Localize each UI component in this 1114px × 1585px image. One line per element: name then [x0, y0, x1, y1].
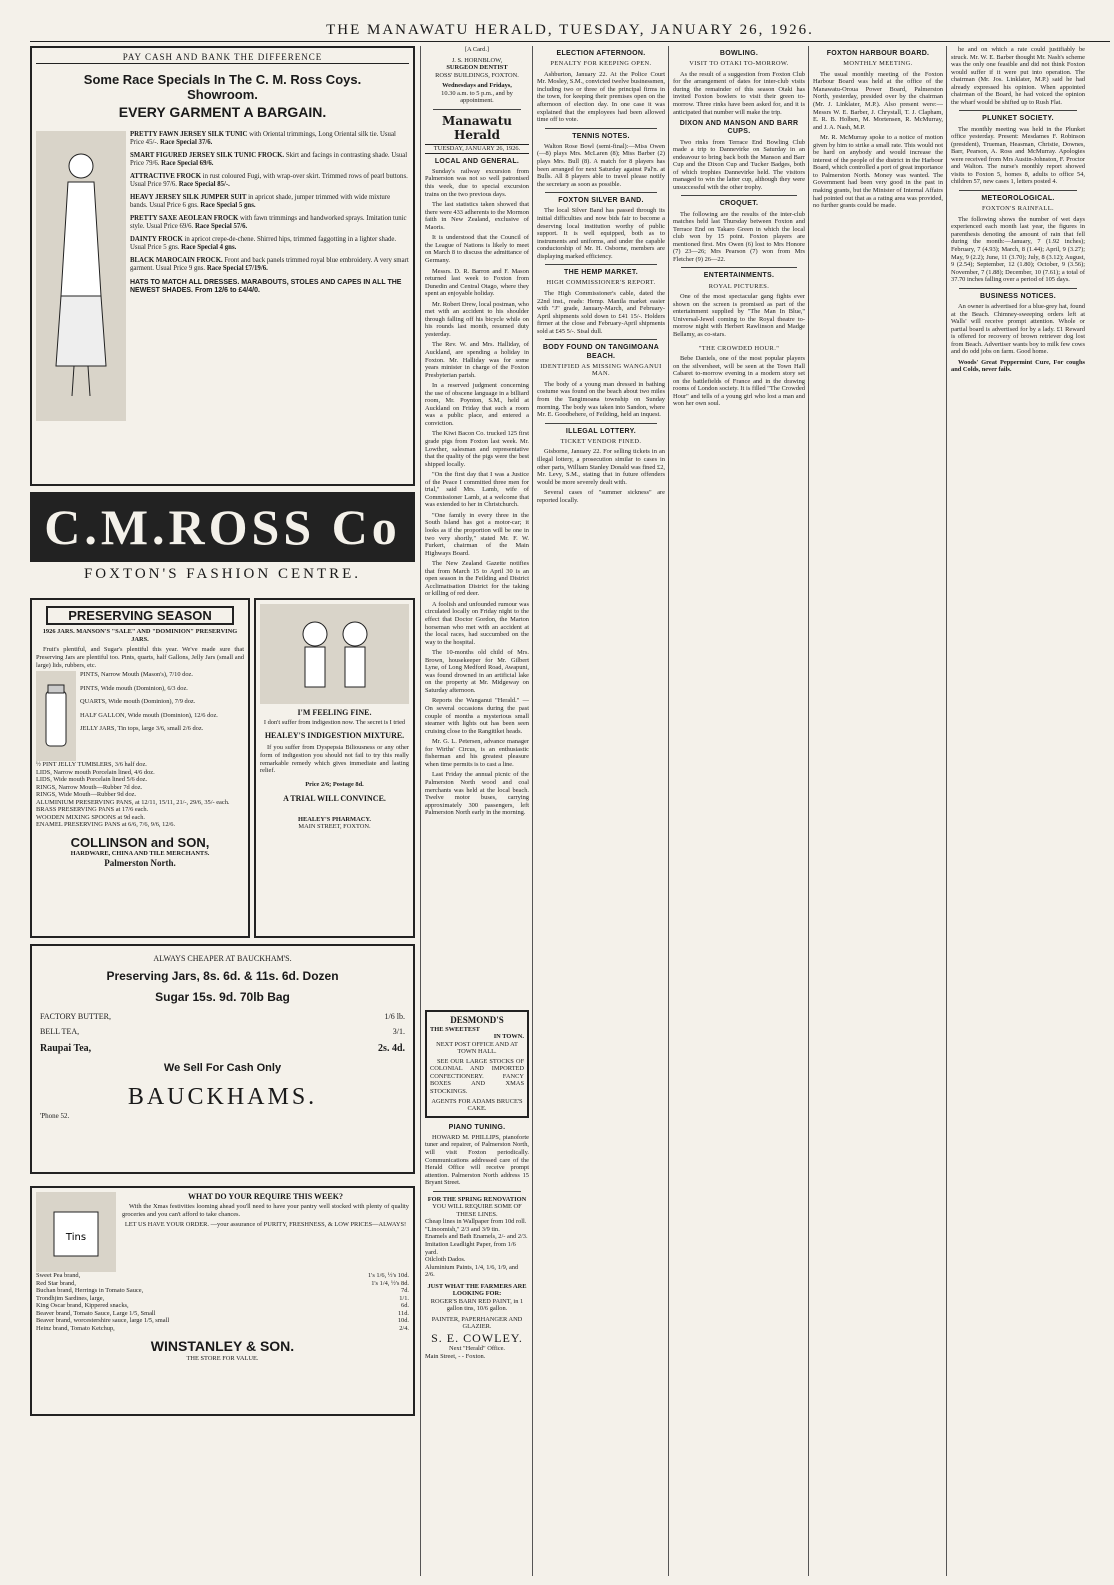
harbour-heading: FOXTON HARBOUR BOARD. [826, 50, 930, 57]
ross-item: PRETTY FAWN JERSEY SILK TUNIC with Oriental trimmings, Long Oriental silk tie. Usual Price 45/-. Race Special 37/6. [130, 130, 396, 146]
divider [545, 339, 657, 340]
hemp-body: The High Commissioner's cable, dated the 22nd inst., reads: Hemp. Manila market easier with "J" grade, January-March, and February-April shipments sold down to £41 15/-. Holders firmer at the close and February-April shipments sold at £45 5/-. Sisal dull. [537, 290, 665, 335]
collinson-line: LIDS, Narrow mouth Porcelain lined, 4/6 doz. [36, 768, 155, 776]
desmond-agents: AGENTS FOR ADAMS BRUCE'S CAKE. [431, 1097, 523, 1113]
band-body: The local Silver Band has passed through its initial difficulties and now bids fair to become a deserving local institution worthy of public support. It is well equipped, both as to instruments and uniforms, and under the capable conductorship of Mr. H. Osborne, members are displaying marked efficiency. [537, 207, 665, 260]
collinson-line: JELLY JARS, Tin tops, large 3/6, small 2/6 doz. [80, 725, 204, 733]
bauckham-name: BAUCKHAMS. [127, 1084, 318, 1111]
cowley-line: Imitation Leadlight Paper, from 1/6 yard. [425, 1240, 516, 1256]
local-paragraph: "One family in every three in the South Island has got a motor-car; it looks as if the proportion will be one in two very shortly," stated Mr. F. W. Furkert, chairman of the Main Highways Board. [425, 511, 529, 557]
ross-tag: EVERY GARMENT A BARGAIN. [118, 104, 327, 121]
collinson-line: BRASS PRESERVING PANS at 17/6 each. [36, 806, 149, 814]
entertainments-heading: ENTERTAINMENTS. [703, 272, 775, 280]
lottery-subheading: TICKET VENDOR FINED. [560, 437, 642, 445]
advertising-column [30, 46, 415, 1576]
divider [959, 288, 1077, 289]
winstanley-body: With the Xmas festivities looming ahead you'll need to have your pantry well stocked with plenty of quality groceries and you can't afford to take chances. [122, 1203, 409, 1218]
desmond-sweetest: THE SWEETEST [430, 1025, 480, 1033]
collinson-line: PINTS, Narrow Mouth (Mason's), 7/10 doz. [80, 671, 193, 679]
ross-item: PRETTY SAXE AEOLEAN FROCK with fawn trimmings and handworked sprays. Imitation tunic style. Usual Price 69/6. Race Special 57/6. [130, 214, 407, 230]
ross-item: SMART FIGURED JERSEY SILK TUNIC FROCK. Skirt and facings in contrasting shade. Usual Price 79/6. Race Special 69/6. [130, 151, 408, 167]
winstanley-item: King Oscar brand, Kippered snacks, 6d. [36, 1302, 409, 1310]
paper-name: Manawatu Herald [442, 113, 512, 142]
ross-item: DAINTY FROCK in apricot crepe-de-chene. Shirred hips, trimmed faggotting in a lighter shade. Usual Price 5 gns. Race Special 4 gns. [130, 235, 397, 251]
collinson-line: HALF GALLON, Wide mouth (Dominion), 12/6 doz. [80, 711, 218, 719]
desmond-in-town: IN TOWN. [493, 1033, 524, 1041]
sports-column [673, 46, 805, 1576]
healey-name: HEALEY'S INDIGESTION MIXTURE. [264, 730, 405, 740]
card-name: J. S. HORNBLOW, [451, 56, 503, 64]
healey-intro: I don't suffer from indigestion now. The secret is I tried [263, 719, 406, 727]
meteorological-heading: METEOROLOGICAL. [981, 195, 1055, 202]
tennis-heading: TENNIS NOTES. [572, 132, 630, 140]
collinson-sub: 1926 JARS. MANSON'S "SALE" AND "DOMINION" PRESERVING JARS. [42, 628, 238, 643]
bauckham-jars: Preserving Jars, 8s. 6d. & 11s. 6d. Dozen [106, 969, 339, 984]
jar-illustration [36, 671, 76, 761]
meteorological-body: The following shows the number of wet days experienced each month last year, the figures in parenthesis denoting the amount of rain that fell during the month:—January, 7 (1.92 inches); February, 7 (4.93); March, 8 (1.44); April, 9 (3.27); May, 9 (2.2); June, 11 (3.70); July, 8 (3.12); August, 9 (2.54); September, 12 (1.80); October, 9 (3.56); November, 7 (1.88); December, 10 (7.61); a total of 37.70 inches falling over a period of 105 days. [951, 215, 1085, 284]
election-subheading: PENALTY FOR KEEPING OPEN. [550, 60, 652, 68]
cowley-require: YOU WILL REQUIRE SOME OF THESE LINES. [432, 1203, 522, 1218]
cowley-name: S. E. COWLEY. [431, 1331, 523, 1345]
entertainments-subheading: ROYAL PICTURES. [708, 282, 770, 290]
beach-body: The body of a young man dressed in bathing costume was found on the beach about two miles from the Tangimoana township on Sunday morning. The body was taken into Sandon, where Mr. E. Goodbehere, of Feilding, held an inquest. [537, 380, 665, 419]
local-paragraph: The 10-months old child of Mrs. Brown, housekeeper for Mr. Gilbert Lyne, of Long Medford Road, Awapuni, was found drowned in an artificial lake on the property at Mr. Midgeway on Saturday afternoon. [425, 649, 529, 694]
healey-feel: I'M FEELING FINE. [297, 708, 372, 717]
winstanley-name: WINSTANLEY & SON. [150, 1338, 295, 1355]
desmond-next: NEXT POST OFFICE AND AT TOWN HALL. [436, 1040, 518, 1056]
business-notices-heading: BUSINESS NOTICES. [980, 292, 1056, 300]
cowley-line: Aluminium Paints, 1/4, 1/6, 1/9, and 2/6. [425, 1263, 519, 1279]
healey-price: Price 2/6; Postage 8d. [305, 780, 364, 788]
business-notices-body: An owner is advertised for a blue-grey hat, found at the Beach. Chimney-sweeping orders left at Walls' will receive prompt attention. Whole or partial board is advertised for by a lady. £1 Reward is offered for recovery of brown retriever dog lost from Beach. Advertiser wants boy to milk few cows and do odd jobs on farm. Good home. [951, 302, 1085, 356]
ross-item: ATTRACTIVE FROCK in rust coloured Fugi, with wrap-over skirt. Trimmed rows of pearl buttons. Usual Price 97/6. Race Special 85/-. [130, 172, 408, 188]
paper-date: TUESDAY, JANUARY 26, 1926. [425, 144, 529, 154]
ross-item: HEAVY JERSEY SILK JUMPER SUIT in apricot shade, jumper trimmed with wide mixture bands. Usual Price 6 gns. Race Special 5 gns. [130, 193, 391, 209]
cowley-farmers: JUST WHAT THE FARMERS ARE LOOKING FOR: [427, 1282, 527, 1298]
local-paragraph: Messrs. D. R. Barron and F. Mason returned last week to Foxton from Dunedin and Central Otago, where they spent an enjoyable holiday. [425, 267, 529, 298]
plunket-body: The monthly meeting was held in the Plunket office yesterday. Present: Mesdames F. Robinson (president), Trueman, Heasman, Christie, Downes, Barr, Pearson, A. Ross and McMurray. Apologies were received from Mrs Austin-Johnston, F. Proctor and Walton. The nurse's monthly report showed visits to Foxton 5, homes 8, adults to office 54, children 57, new cases 1, letters posted 4. [951, 125, 1085, 186]
collinson-line: RINGS, Narrow Mouth—Rubber 7d doz. [36, 783, 143, 791]
card-hours: 10.30 a.m. to 5 p.m., and by appointment. [441, 89, 513, 105]
winstanley-item: Sweet Pea brand, 1's 1/6, ½'s 10d. [36, 1272, 409, 1279]
ross-banner: PAY CASH AND BANK THE DIFFERENCE [36, 52, 409, 64]
divider [545, 128, 657, 129]
tennis-body: Walton Rose Bowl (semi-final):—Miss Owen (—8) plays Mrs. McLaren (8); Miss Barber (2) plays Mrs. Bull (8). A match for 8 players has been arranged for next Saturday against Pal'n. at Bulls. All 8 players able to travel please notify the secretary as soon as possible. [537, 142, 665, 188]
plunket-heading: PLUNKET SOCIETY. [982, 115, 1054, 123]
product-illustration [36, 1192, 116, 1272]
bauckham-top: ALWAYS CHEAPER AT BAUCKHAM'S. [153, 954, 292, 963]
winstanley-tag: THE STORE FOR VALUE. [186, 1354, 259, 1362]
croquet-heading: CROQUET. [719, 200, 759, 208]
local-paragraph: The Rev. W. and Mrs. Halliday, of Auckland, are spending a holiday in Foxton. Mr. Halliday was for some years minister in charge of the Foxton Presbyterian parish. [425, 341, 529, 379]
column-rule [808, 46, 809, 1576]
card-title: SURGEON DENTIST [446, 64, 508, 72]
desmond-body: SEE OUR LARGE STOCKS OF COLONIAL AND IMPORTED CONFECTIONERY. FANCY BOXES AND XMAS STOCKINGS. [430, 1057, 524, 1095]
cowley-heading: FOR THE SPRING RENOVATION [427, 1195, 527, 1203]
local-paragraph: It is understood that the Council of the League of Nations is likely to meet on March 8 to discuss the admittance of Germany. [425, 234, 529, 264]
ross-heading: Some Race Specials In The C. M. Ross Coys. Showroom. [83, 71, 362, 102]
collinson-title: PRESERVING SEASON [46, 606, 234, 625]
divider [959, 110, 1077, 111]
hemp-heading: THE HEMP MARKET. [564, 269, 638, 277]
local-paragraph: The Kiwi Bacon Co. trucked 125 first grade pigs from Foxton last week. Mr. Lowther, salesman and representative that the quality of the pigs were the best shipped locally. [425, 430, 529, 468]
cowley-line: "Linoomish," 2/3 and 3/9 tin. [425, 1225, 500, 1233]
divider [545, 423, 657, 424]
collinson-line: ALUMINIUM PRESERVING PANS, at 12/11, 15/11, 21/-, 29/6, 35/- each. [36, 798, 230, 806]
beach-heading: BODY FOUND ON TANGIMOANA BEACH. [542, 344, 660, 360]
notices-column [951, 46, 1085, 1576]
news-column [537, 46, 665, 1576]
ross-centre: FOXTON'S FASHION CENTRE. [83, 566, 362, 582]
business-notices-close: Woods' Great Peppermint Cure, For coughs and Colds, never fails. [951, 358, 1085, 374]
local-paragraph: Last Friday the annual picnic of the Palmerston North wood and coal merchants was held at the local beach. Twelve motor buses, carrying approximately 300 passengers, left Palmerston North early in the morning. [425, 771, 529, 817]
collinson-line: PINTS, Wide mouth (Dominion), 6/3 doz. [80, 684, 188, 692]
local-general-heading: LOCAL AND GENERAL. [434, 157, 520, 165]
desmond-advert [425, 1010, 529, 1118]
winstanley-item: Beaver brand, worcestershire sauce, large 1/5, small 10d. [36, 1317, 409, 1325]
winstanley-item: Trondhjim Sardines, large, 1/1. [36, 1294, 409, 1302]
svg-text:Tins: Tins [65, 1232, 87, 1243]
bauckham-phone: 'Phone 52. [40, 1111, 70, 1120]
healey-address: MAIN STREET, FOXTON. [298, 823, 371, 831]
collinson-trade: HARDWARE, CHINA AND TILE MERCHANTS. [70, 850, 210, 858]
hemp-subheading: HIGH COMMISSIONER'S REPORT. [546, 279, 656, 287]
healey-trial: A TRIAL WILL CONVINCE. [283, 794, 386, 804]
winstanley-advert [30, 1186, 415, 1416]
collinson-line: ENAMEL PRESERVING PANS at 6/6, 7/6, 9/6, 12/6. [36, 821, 176, 829]
bauckham-cash: We Sell For Cash Only [163, 1062, 282, 1075]
divider [433, 1191, 521, 1192]
bauckham-item: Raupai Tea, 2s. 4d. [40, 1042, 405, 1054]
winstanley-order: LET US HAVE YOUR ORDER. —your assurance of PURITY, FRESHNESS, & LOW PRICES—ALWAYS! [124, 1220, 407, 1228]
desmond-heading: DESMOND'S [450, 1015, 504, 1025]
card-label: [A Card.] [464, 46, 490, 53]
masthead: THE MANAWATU HERALD, TUESDAY, JANUARY 26, 1926. [30, 22, 1110, 42]
band-heading: FOXTON SILVER BAND. [558, 197, 644, 205]
bauckham-item: FACTORY BUTTER, 1/6 lb. [40, 1011, 405, 1021]
meteorological-subheading: FOXTON'S RAINFALL. [981, 205, 1055, 213]
local-paragraph: Mr. Robert Drew, local postman, who met with an accident to his shoulder through falling off his bicycle while on his rounds last month, resumed duty yesterday. [425, 300, 529, 338]
cowley-paint: ROGER'S BARN RED PAINT, in 1 gallon tins, 10/6 gallon. [430, 1297, 524, 1313]
winstanley-question: WHAT DO YOUR REQUIRE THIS WEEK? [188, 1192, 343, 1201]
cowley-next: Next "Herald" Office. [448, 1345, 506, 1353]
bauckham-advert [30, 944, 415, 1174]
lottery-heading: ILLEGAL LOTTERY. [565, 427, 637, 435]
winstanley-item: Buchan brand, Herrings in Tomato Sauce, 7d. [36, 1287, 409, 1295]
divider [959, 190, 1077, 191]
local-paragraph: "On the first day that I was a Justice of the Peace I committed three men for trial," said Mrs. Lamb, wife of Commissioner Lamb, at a welcome that was extended to her in Christchurch. [425, 471, 529, 509]
column-rule [946, 46, 947, 1576]
local-paragraph: The New Zealand Gazette notifies that from March 15 to April 30 is an open season in the Feilding and District Acclimatisation District for the taking or killing of red deer. [425, 560, 529, 598]
ross-item: BLACK MAROCAIN FROCK. Front and back panels trimmed royal blue embroidery. A very smart garment. Usual Price 9 gns. Race Special £7/19/6. [130, 256, 409, 272]
entertainments-body: One of the most spectacular gang fights ever shown on the screen is promised as part of the entertainment supplied by "The Man In Blue," Universal-Jewel coming to the Royal theatre to-morrow night with Herbert Rawlinson and Madge Bellamy, as co-stars. [673, 293, 805, 339]
column-rule [532, 46, 533, 1576]
harbour-more: Mr. R. McMurray spoke to a notice of motion given by him to strike a small rate. This would not be hard on anybody and would increase the interest of the people of the district in the Harbour Board, which controlled a port of great importance to Palmerston North. Money was wanted. The Government had been very good in the past in making grants, but the Minister of Internal Affairs had pointed out that as a rating area was provided, no further grants could be made. [813, 134, 943, 210]
divider [681, 267, 797, 268]
lottery-close: Several cases of "summer sickness" are reported locally. [537, 489, 665, 504]
winstanley-item: Red Star brand, 1's 1/4, ½'s 8d. [36, 1279, 409, 1287]
column-rule [668, 46, 669, 1576]
crowded-hour-body: Bebe Daniels, one of the most popular players on the silversheet, will be seen at the Town Hall Cabaret to-morrow evening in a modern story set on the battlefields of France and in the drawing rooms of London society. It is filled "The Crowded Hour" and tells of a young girl who lost a man and won her own soul. [673, 355, 805, 408]
bauckham-sugar: Sugar 15s. 9d. 70lb Bag [155, 989, 290, 1004]
election-heading: ELECTION AFTERNOON. [556, 50, 646, 57]
collinson-line: QUARTS, Wide mouth (Dominion), 7/9 doz. [80, 698, 196, 706]
local-paragraph: Reports the Wanganui "Herald." —On several occasions during the past couple of months a mysterious small steamer with lights out has been seen cruising close to the Rangitikei heads. [425, 697, 529, 735]
harbour-body: The usual monthly meeting of the Foxton Harbour Board was held at the office of the Manawatu-Oroua Power Board, Palmerston North, yesterday, presided over by the chairman (Mr. J. Linklater, M.P.). Also present were:—Messrs W. E. Barber, J. Chrystall, T. J. Clapham, E. R. B. Holben, M. Mortensen, R. McMurray, and J. A. Nash, M.P. [813, 70, 943, 131]
ross-hats: HATS TO MATCH ALL DRESSES. MARABOUTS, STOLES AND CAPES IN ALL THE NEWEST SHADES. From 12/6 to £4/4/0. [130, 279, 402, 295]
healey-advert [254, 598, 415, 938]
cowley-line: Oilcloth Dados. [425, 1256, 466, 1264]
local-paragraph: The last statistics taken showed that there were 433 adherents to the Mormon faith in New Zealand, exclusive of Maoris. [425, 201, 529, 231]
cowley-address: Main Street, - - Foxton. [425, 1352, 486, 1360]
divider [433, 109, 521, 110]
lottery-body: Gisborne, January 22. For selling tickets in an illegal lottery, a prosecution similar to cases in other parts, William Stanley Donald was fined £2, Mr. Levy, S.M., stating that in future offenders would be more severely dealt with. [537, 448, 665, 486]
collinson-advert [30, 598, 250, 938]
column-two-ads [425, 1010, 529, 1570]
election-body: Ashburton, January 22. At the Police Court Mr. Mosley, S.M., convicted twelve businessmen, including two or three of the principal firms in the town, for keeping their premises open on the afternoon of election day. In one case it was explained that the employees had been allowed time off to vote. [537, 70, 665, 124]
collinson-line: ½ PINT JELLY TUMBLERS, 3/6 half doz. [36, 761, 147, 769]
column-rule [420, 46, 421, 1576]
divider [681, 195, 797, 196]
collinson-intro: Fruit's plentiful, and Sugar's plentiful this year. We've made sure that Preserving Jars are plentiful too. Pints, quarts, half Gallons, Jelly Jars (small and large) lids, rubbers, etc. [36, 646, 244, 669]
ross-logo: C.M.ROSS Co [30, 492, 415, 562]
bowling-body: As the result of a suggestion from Foxton Club for the arrangement of dates for inter-club visits during the remainder of this season Otaki has invited Foxton bowlers to visit their green to-morrow. Three rinks have been asked for, and it is anticipated that number will make the trip. [673, 70, 805, 116]
crowded-hour-heading: "THE CROWDED HOUR." [698, 344, 780, 352]
ross-advert [30, 46, 415, 486]
cowley-trade: PAINTER, PAPERHANGER AND GLAZIER. [431, 1315, 523, 1331]
cowley-line: Enamels and Bath Enamels, 2/- and 2/3. [425, 1233, 528, 1241]
local-paragraph: A foolish and unfounded rumour was circulated locally on Friday night to the effect that Doctor Gordon, the Marton horseman who met with an accident at the local races, had succumbed on the way to the hospital. [425, 600, 529, 646]
local-paragraph: Mr. G. L. Petersen, advance manager for Wirths' Circus, is an enthusiastic fisherman and his greatest pleasure when time permits is to cast a line. [425, 738, 529, 768]
card-days: Wednesdays and Fridays, [442, 82, 512, 90]
collinson-name: COLLINSON and SON, [70, 834, 210, 850]
harbour-subheading: MONTHLY MEETING. [843, 60, 913, 68]
local-paragraph: Sunday's railway excursion from Palmerston was not so well patronised this week, due to special excursion trains on the two previous days. [425, 167, 529, 198]
bauckham-item: BELL TEA, 3/1. [40, 1027, 405, 1037]
collinson-line: WOODEN MIXING SPOONS at 9d each. [36, 813, 145, 821]
croquet-body: The following are the results of the inter-club matches held last Thursday between Foxton and Terrace End on Takaro Green in which the local club won by 15 point. Foxton players are mentioned first. Mrs Owen (6) lost to Mrs Honore (7) 23—26; Mrs Pearson (7) won from Mrs Fletcher (9) 26—22. [673, 210, 805, 263]
ross-logo-block [30, 492, 415, 592]
harbour-column [813, 46, 943, 1576]
collinson-line: RINGS, Wide Mouth—Rubber 9d doz. [36, 791, 137, 799]
healey-body: If you suffer from Dyspepsia Biliousness or any other form of indigestion you should not fail to try this really remarkable remedy which gives immediate and lasting relief. [260, 744, 409, 775]
collinson-town: Palmerston North. [104, 857, 176, 868]
bowling-heading: BOWLING. [719, 50, 759, 57]
collinson-line: LIDS, Wide mouth Porcelain lined 5/6 doz. [36, 776, 148, 784]
cups-body: Two rinks from Terrace End Bowling Club made a trip to Dannevirke on Saturday in an endeavour to bring back both the Manson and Barr Cup and the Dixon Cup and Tucker Badges, both of which trophies Dannevirke held. The visitors managed to win the latter cup, although they were unsuccessful with the other trophy. [673, 138, 805, 191]
piano-body: HOWARD M. PHILLIPS, pianoforte tuner and repairer, of Palmerston North, will visit Foxton periodically. Communications addressed care of the Herald Office will receive prompt attention. Palmerston North address 15 Bryant Street. [425, 1133, 529, 1187]
card-address: ROSS' BUILDINGS, FOXTON. [435, 71, 519, 79]
divider [545, 264, 657, 265]
fashion-illustration [36, 131, 126, 421]
cartoon-illustration [260, 604, 409, 704]
healey-pharmacy: HEALEY'S PHARMACY. [298, 815, 371, 823]
bowling-subheading: VISIT TO OTAKI TO-MORROW. [689, 60, 789, 68]
local-paragraph: In a reserved judgment concerning the use of obscene language in a billiard room, Mr. Poynton, S.M., held at Auckland on Friday that such a room was a public place, and entered a conviction. [425, 382, 529, 427]
winstanley-item: Heinz brand, Tomato Ketchup, 2/4. [36, 1324, 409, 1332]
cowley-line: Cheap lines in Wallpaper from 10d roll. [425, 1218, 527, 1226]
continued-body: he and on which a rate could justifiably be struck. Mr. W. E. Barber thought Mr. Nash's scheme was the only one feasible and did not think Foxton would suffer if it were put into operation. The chairman (Mr. Jos. Linklater, M.P.) said he had already expressed his opinion. When appointed chairman of the Board, he had voiced the opinion the wharf would be shifted up to Rush Flat. [951, 46, 1085, 106]
divider [545, 192, 657, 193]
winstanley-item: Beaver brand, Tomato Sauce, Large 1/5, Small 11d. [36, 1309, 409, 1317]
cups-heading: DIXON AND MANSON AND BARR CUPS. [679, 120, 799, 136]
beach-subheading: IDENTIFIED AS MISSING WANGANUI MAN. [540, 362, 662, 378]
piano-heading: PIANO TUNING. [448, 1123, 506, 1131]
